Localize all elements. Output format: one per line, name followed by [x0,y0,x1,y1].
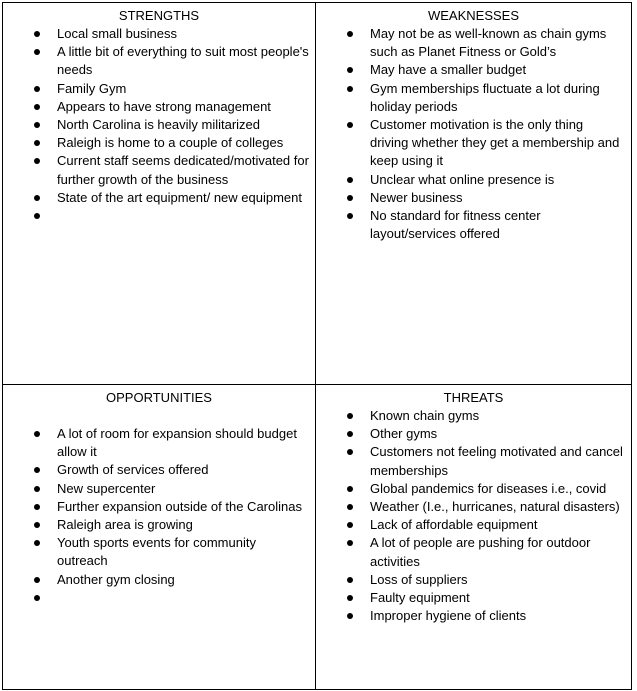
bullet-icon [34,86,40,92]
list-item [3,43,315,79]
list-item-text: Local small business [57,26,177,41]
bullet-icon [34,504,40,510]
list-item [3,207,315,225]
threats-heading: THREATS [443,390,504,405]
list-item [316,80,631,116]
list-item-text: Weather (I.e., hurricanes, natural disasters) [370,499,620,515]
list-item-text: Known chain gyms [370,408,480,423]
list-item-text: Lack of affordable equipment [370,517,538,533]
bullet-icon [34,486,40,492]
bullet-icon [347,595,353,601]
list-item [316,171,631,189]
bullet-icon [347,540,353,546]
bullet-icon [347,213,353,219]
list-item-text: Unclear what online presence is [370,171,555,187]
bullet-icon [347,86,353,92]
list-item [316,407,631,425]
list-item-text: State of the art equipment/ new equipment [57,189,302,205]
list-item-text: Further expansion outside of the Carolinas [57,498,302,514]
bullet-icon [347,577,353,583]
bullet-icon [347,522,353,528]
opportunities-heading: OPPORTUNITIES [106,390,212,405]
bullet-icon [34,31,40,37]
list-item-text: Another gym closing [57,571,175,587]
list-item-text: Raleigh is home to a couple of colleges [57,135,284,151]
list-item [316,116,631,171]
list-item-text: A little bit of everything to suit most people's needs [57,44,309,78]
bullet-icon [347,177,353,183]
bullet-icon [34,158,40,164]
list-item-text: Gym memberships fluctuate a lot during holiday periods [370,80,600,114]
list-item-text: Growth of services offered [57,462,209,478]
strengths-cell [3,3,315,384]
list-item [3,134,315,152]
bullet-icon [347,449,353,455]
bullet-icon [347,431,353,437]
opportunities-spacer [3,407,315,425]
list-item-text: May have a smaller budget [370,62,527,78]
bullet-icon [34,540,40,546]
list-item [3,189,315,207]
list-item-text: Global pandemics for diseases i.e., covid [370,480,607,496]
list-item-text: Family Gym [57,80,127,96]
list-item [3,461,315,479]
list-item [3,116,315,134]
list-item [3,98,315,116]
list-item [3,498,315,516]
list-item [3,25,315,43]
list-item [316,498,631,516]
strengths-heading: STRENGTHS [118,8,200,23]
list-item-text: Appears to have strong management [57,98,271,114]
list-item [316,607,631,625]
bullet-icon [34,595,40,601]
list-item [3,571,315,589]
list-item [316,516,631,534]
bullet-icon [347,31,353,37]
list-item [3,80,315,98]
list-item [3,589,315,607]
list-item [316,189,631,207]
list-item [316,425,631,443]
opportunities-cell [3,385,315,689]
list-item-text: Current staff seems dedicated/motivated for further growth of the business [57,153,309,187]
list-item [316,571,631,589]
list-item [316,480,631,498]
bullet-icon [347,67,353,73]
list-item-text: Youth sports events for community outreach [57,535,256,569]
bullet-icon [347,195,353,201]
list-item [3,480,315,498]
list-item [316,207,631,243]
bullet-icon [34,213,40,219]
bullet-icon [34,431,40,437]
weaknesses-list [316,25,631,243]
bullet-icon [34,49,40,55]
list-item-text: Improper hygiene of clients [370,608,527,624]
list-item [316,61,631,79]
list-item-text: New supercenter [57,480,156,496]
bullet-icon [347,413,353,419]
strengths-list [3,25,315,225]
bullet-icon [347,613,353,619]
threats-list [316,407,631,625]
list-item-text: Other gyms [370,426,438,442]
list-item [3,425,315,461]
bullet-icon [34,195,40,201]
bullet-icon [34,467,40,473]
bullet-icon [34,104,40,110]
list-item-text: Raleigh area is growing [57,517,193,533]
list-item [3,152,315,188]
list-item-text: May not be as well-known as chain gyms such as Planet Fitness or Gold’s [370,26,607,60]
list-item [316,589,631,607]
list-item-text: A lot of people are pushing for outdoor activities [370,535,591,569]
weaknesses-heading: WEAKNESSES [427,8,520,23]
threats-cell [316,385,631,689]
list-item [316,25,631,61]
bullet-icon [347,504,353,510]
bullet-icon [34,577,40,583]
list-item [3,534,315,570]
bullet-icon [34,140,40,146]
swot-table [2,2,632,690]
bullet-icon [347,122,353,128]
list-item-text: A lot of room for expansion should budget allow it [57,426,297,460]
list-item-text: Newer business [370,189,463,205]
list-item-text: No standard for fitness center layout/services offered [370,208,541,242]
weaknesses-cell [316,3,631,384]
list-item-text: North Carolina is heavily militarized [57,117,261,133]
list-item-text: Faulty equipment [370,590,470,606]
bullet-icon [347,486,353,492]
list-item [3,516,315,534]
list-item [316,534,631,570]
list-item [316,443,631,479]
bullet-icon [34,122,40,128]
list-item-text: Customers not feeling motivated and cancel memberships [370,444,623,478]
opportunities-list [3,425,315,607]
list-item-text: Customer motivation is the only thing driving whether they get a membership and keep using it [370,117,620,169]
list-item-text: Loss of suppliers [370,571,468,587]
bullet-icon [34,522,40,528]
